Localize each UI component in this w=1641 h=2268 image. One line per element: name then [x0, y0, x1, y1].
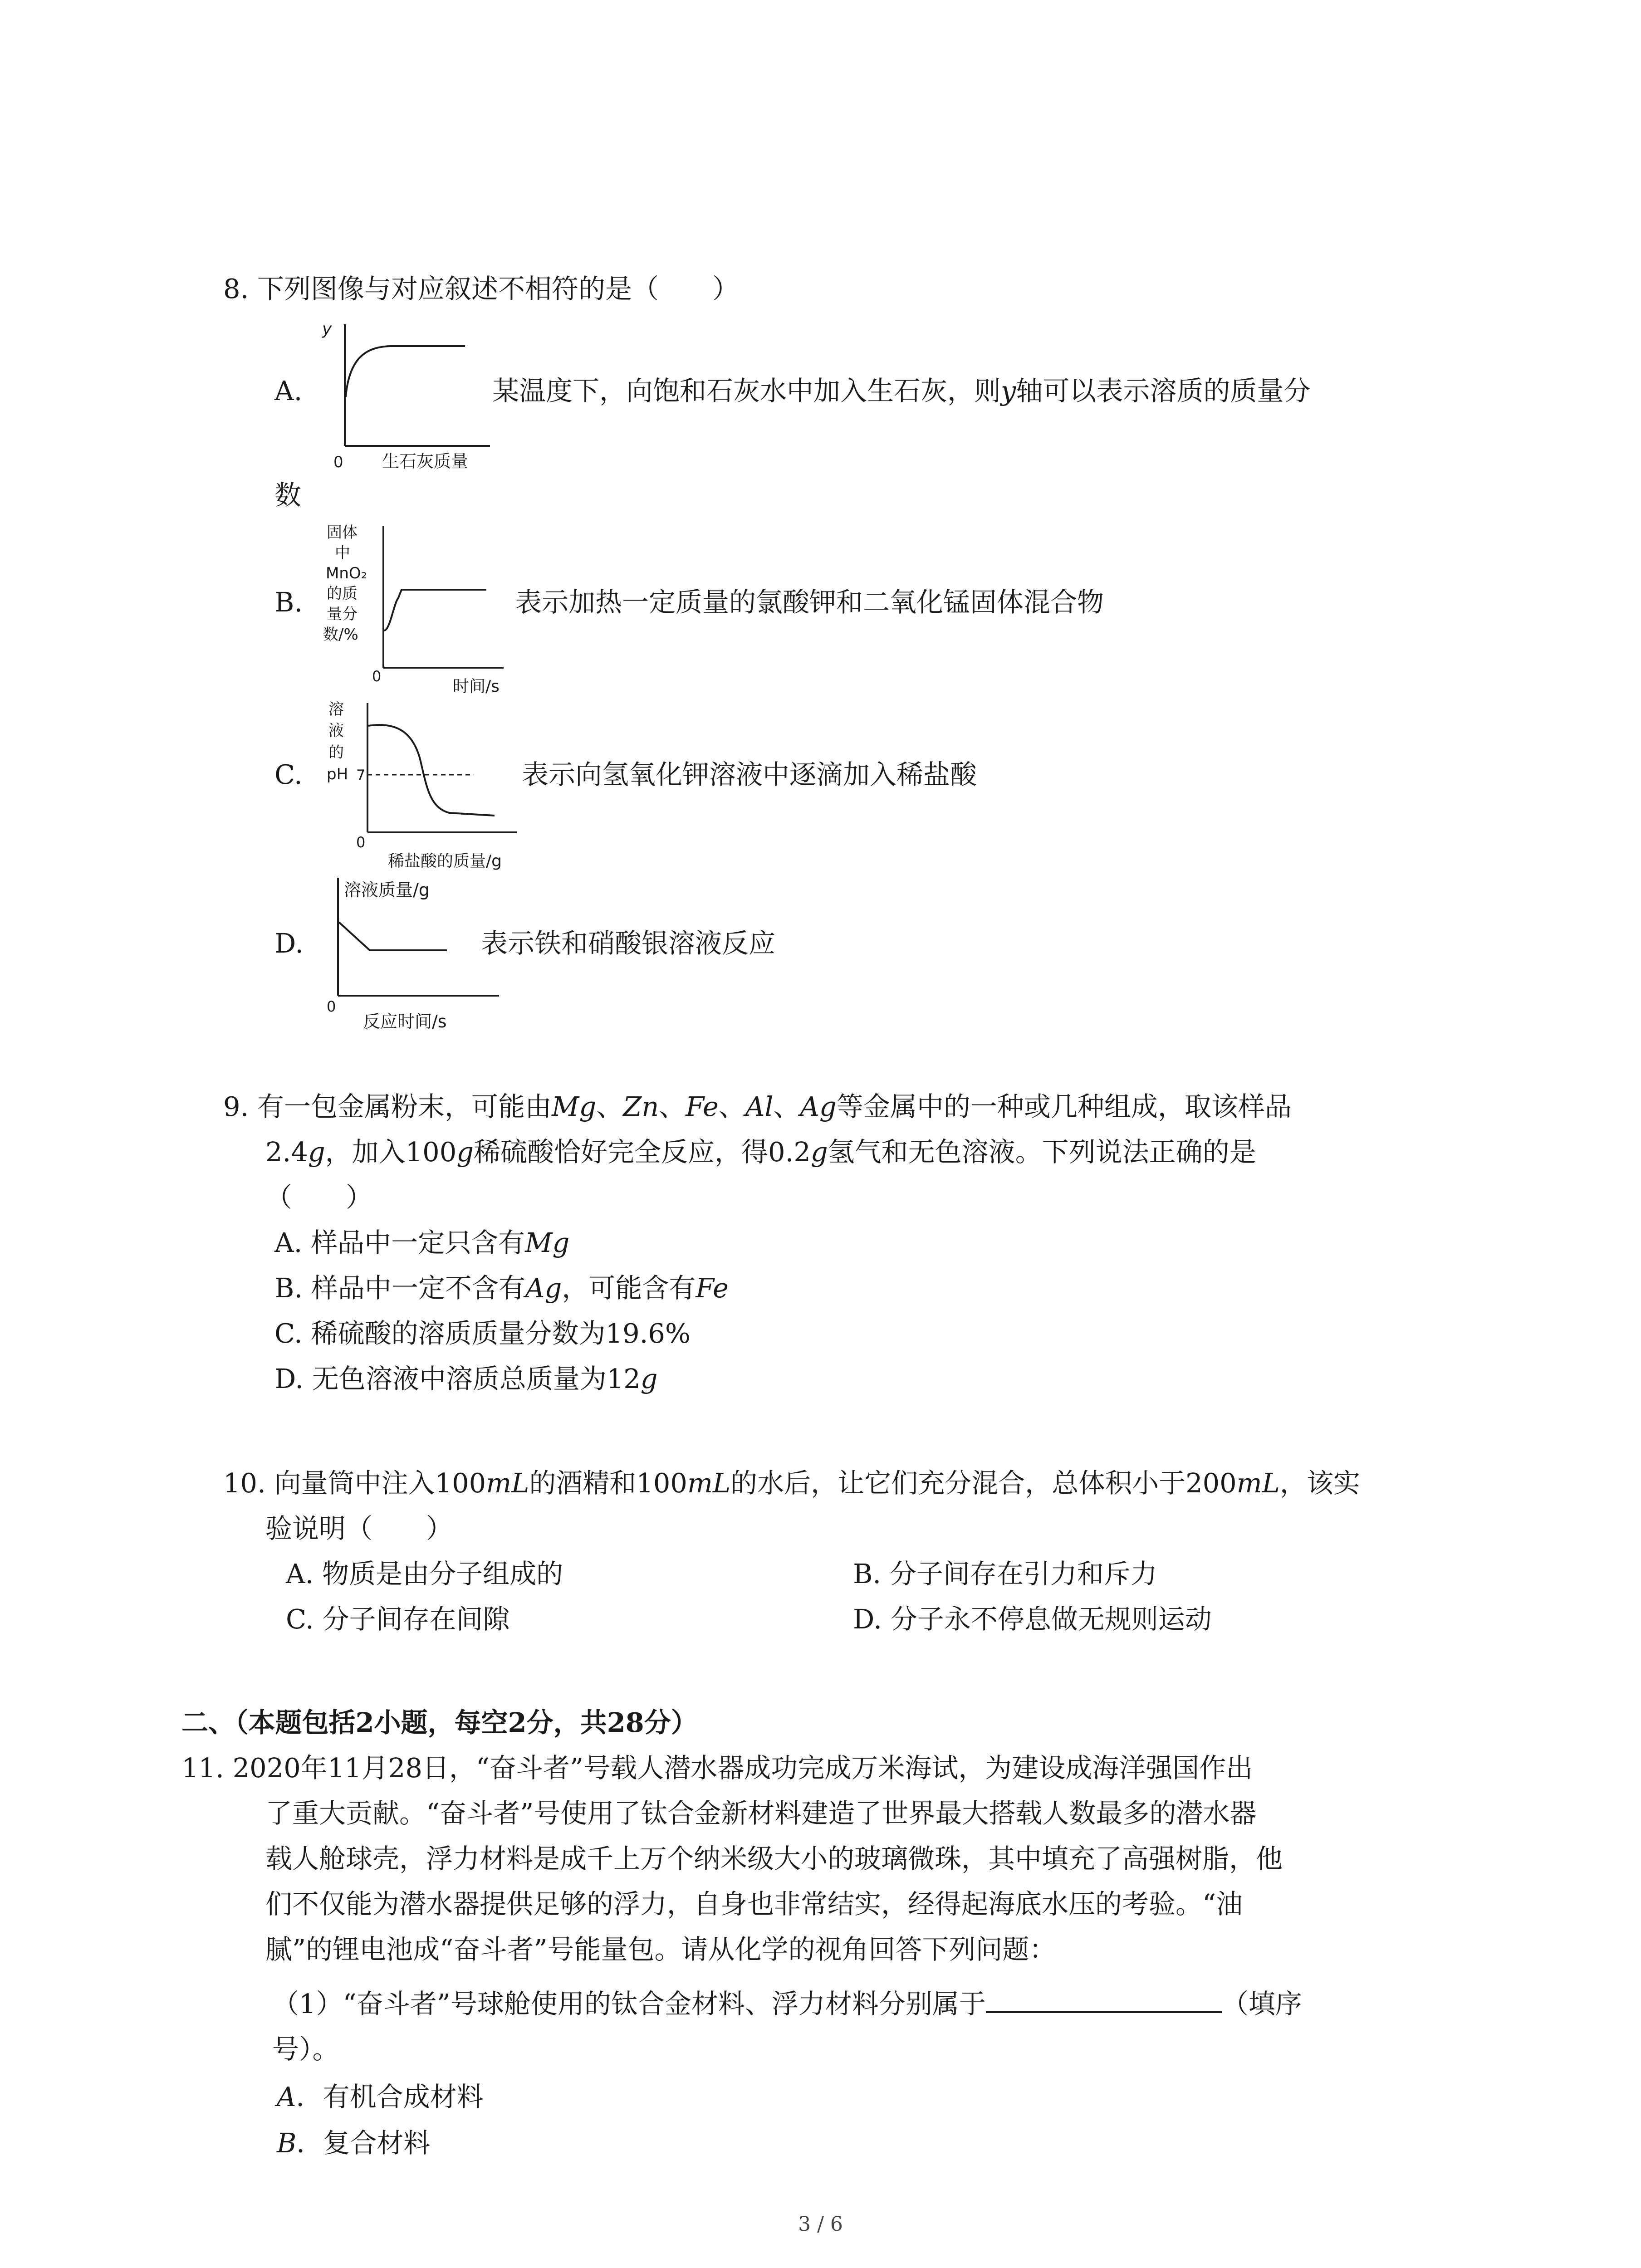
page-number: 3 / 6: [798, 2213, 843, 2236]
q11-line3: 载人舱球壳，浮力材料是成千上万个纳米级大小的玻璃微珠，其中填充了高强树脂，他: [265, 1843, 1283, 1874]
q8-option-b-graph: [318, 517, 513, 694]
q9-option-b: B. 样品中一定不含有Ag，可能含有Fe: [274, 1272, 729, 1304]
q8-option-c-key: C.: [274, 759, 303, 790]
q8b-origin: 0: [372, 668, 382, 685]
q8a-ylabel: y: [322, 320, 332, 338]
q8d-ylabel: 溶液质量/g: [344, 880, 430, 900]
q11-sub1: （1）“奋斗者”号球舱使用的钛合金材料、浮力材料分别属于 （填序: [272, 1988, 1302, 2019]
q8-option-d-graph: [318, 873, 508, 1036]
q8-option-c-text: 表示向氢氧化钾溶液中逐滴加入稀盐酸: [522, 759, 977, 790]
q11-option-b: B．复合材料: [277, 2127, 431, 2159]
q9-option-a: A. 样品中一定只含有Mg: [274, 1227, 570, 1258]
q8d-origin: 0: [327, 998, 336, 1015]
q8a-xlabel: 生石灰质量: [382, 451, 469, 471]
q8b-xlabel: 时间/s: [453, 677, 500, 696]
q8a-origin: 0: [333, 453, 343, 471]
q8d-xlabel: 反应时间/s: [363, 1012, 447, 1031]
q10-stem-line1: 10. 向量筒中注入100mL的酒精和100mL的水后，让它们充分混合，总体积小于200mL，该实: [223, 1467, 1360, 1499]
q8b-ylabel-6: 数/%: [323, 626, 358, 644]
q8-option-a-graph: [309, 315, 508, 474]
q10-stem-line2: 验说明（ ）: [265, 1513, 453, 1544]
q8b-ylabel-5: 量分: [327, 605, 358, 623]
q8-option-b-key: B.: [274, 587, 303, 618]
q8c-xlabel: 稀盐酸的质量/g: [388, 852, 502, 870]
q9-stem-line2: 2.4g，加入100g稀硫酸恰好完全反应，得0.2g氢气和无色溶液。下列说法正确的是: [265, 1136, 1256, 1168]
q8b-ylabel-4: 的质: [327, 585, 358, 603]
q8c-ylabel-4: pH: [327, 765, 348, 783]
q8-option-a-text-cont: 数: [274, 479, 302, 511]
q10-option-a: A. 物质是由分子组成的: [286, 1558, 563, 1589]
q11-option-a: A．有机合成材料: [277, 2081, 484, 2112]
q11-line4: 们不仅能为潜水器提供足够的浮力，自身也非常结实，经得起海底水压的考验。“油: [265, 1888, 1243, 1920]
q8-option-d-key: D.: [274, 928, 304, 959]
q8b-ylabel-2: 中: [335, 544, 350, 562]
q8-option-d-text: 表示铁和硝酸银溶液反应: [481, 928, 776, 959]
q11-line5: 腻”的锂电池成“奋斗者”号能量包。请从化学的视角回答下列问题：: [265, 1934, 1056, 1965]
q8-option-b-text: 表示加热一定质量的氯酸钾和二氧化锰固体混合物: [515, 587, 1104, 618]
q11-sub1-line2: 号）。: [272, 2033, 339, 2065]
q9-option-d: D. 无色溶液中溶质总质量为12g: [274, 1363, 658, 1394]
q8c-ylabel-3: 的: [328, 743, 344, 762]
q8c-tick-7: 7: [356, 767, 366, 784]
q8c-ylabel-2: 液: [328, 722, 344, 740]
q10-option-b: B. 分子间存在引力和斥力: [853, 1558, 1157, 1589]
q8-option-c-graph: [318, 694, 531, 871]
q9-stem-line3: （ ）: [265, 1182, 373, 1213]
q9-option-c: C. 稀硫酸的溶质质量分数为19.6%: [274, 1318, 691, 1349]
q8b-ylabel-1: 固体: [327, 523, 358, 542]
q10-option-c: C. 分子间存在间隙: [286, 1603, 510, 1635]
section-2-title: 二、（本题包括2小题，每空2分，共28分）: [181, 1707, 698, 1738]
answer-blank[interactable]: [986, 1989, 1222, 2013]
q11-line1: 11. 2020年11月28日，“奋斗者”号载人潜水器成功完成万米海试，为建设成海洋强国作出: [181, 1752, 1253, 1784]
q8-option-a-text: 某温度下，向饱和石灰水中加入生石灰，则y轴可以表示溶质的质量分: [492, 375, 1311, 406]
q9-stem-line1: 9. 有一包金属粉末，可能由Mg、Zn、Fe、Al、Ag等金属中的一种或几种组成，取该样品: [223, 1091, 1292, 1122]
q8c-ylabel-1: 溶: [328, 700, 344, 719]
q8c-origin: 0: [356, 834, 366, 851]
q8-stem: 8. 下列图像与对应叙述不相符的是（ ）: [223, 273, 740, 304]
q10-option-d: D. 分子永不停息做无规则运动: [853, 1603, 1212, 1635]
q8b-ylabel-3: MnO₂: [326, 564, 367, 582]
q11-line2: 了重大贡献。“奋斗者”号使用了钛合金新材料建造了世界最大搭载人数最多的潜水器: [265, 1798, 1257, 1829]
q8-option-a-key: A.: [274, 375, 303, 406]
